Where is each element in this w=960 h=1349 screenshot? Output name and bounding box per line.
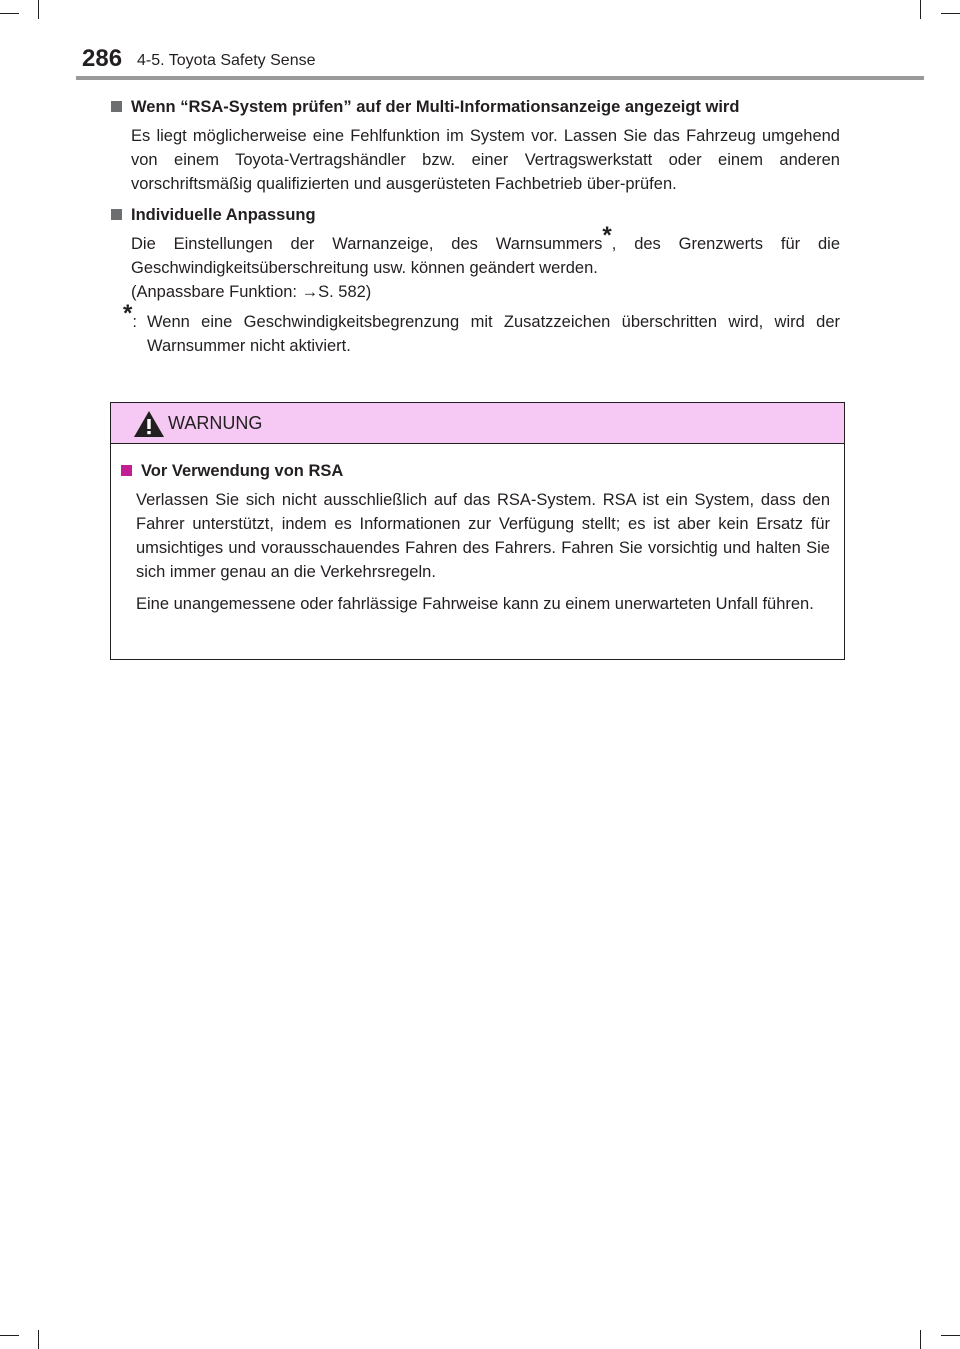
body-text-after: , des Grenzwerts für die Geschwindigkeitsüberschreitung usw. können geändert werden. — [131, 235, 840, 277]
warning-heading — [121, 460, 830, 482]
section-title: 4-5. Toyota Safety Sense — [137, 52, 316, 69]
heading-text: Wenn “RSA-System prüfen” auf der Multi-Informationsanzeige angezeigt wird — [131, 98, 740, 116]
section-heading-rsa-check — [111, 96, 840, 118]
square-bullet-icon — [111, 101, 122, 112]
crop-mark — [920, 1330, 921, 1349]
square-bullet-icon — [121, 465, 132, 476]
heading-text: Individuelle Anpassung — [131, 206, 316, 224]
crop-mark — [941, 13, 960, 14]
warning-paragraph: Eine unangemessene oder fahrlässige Fahrweise kann zu einem unerwarteten Unfall führen. — [136, 595, 814, 613]
crop-mark — [0, 13, 19, 14]
crop-mark — [38, 1330, 39, 1349]
crop-mark — [38, 0, 39, 19]
heading-text: Vor Verwendung von RSA — [141, 462, 344, 480]
footnote-mark — [123, 300, 147, 358]
square-bullet-icon — [111, 209, 122, 220]
warning-header — [111, 403, 844, 444]
crop-mark — [941, 1335, 960, 1336]
warning-triangle-icon — [133, 410, 165, 438]
warning-title: WARNUNG — [168, 413, 263, 433]
section-body — [131, 222, 840, 280]
header-rule — [76, 76, 924, 80]
crop-mark — [0, 1335, 19, 1336]
main-content — [111, 96, 840, 358]
section-body: Es liegt möglicherweise eine Fehlfunktion im System vor. Lassen Sie das Fahrzeug umgehend von einem Toyota-Vertragshändler bzw. einer Vertragswerkstatt oder einem anderen vorschriftsmäßig qualifizierten und ausgerüsteten Fachbetrieb über-prüfen. — [131, 127, 840, 193]
footnote — [123, 300, 840, 358]
crop-mark — [920, 0, 921, 19]
warning-paragraph: Verlassen Sie sich nicht ausschließlich auf das RSA-System. RSA ist ein System, dass den Fahrer unterstützt, indem es Informationen zur Verfügung stellt; es ist aber kein Ersatz für umsichtiges und vorausschauendes Fahren des Fahrers. Fahren Sie vorsichtig und halten Sie sich immer genau an die Verkehrsregeln. — [136, 491, 830, 581]
warning-body — [121, 460, 830, 616]
page-header — [76, 44, 924, 82]
footnote-text: Wenn eine Geschwindigkeitsbegrenzung mit Zusatzzeichen überschritten wird, wird der Warnsummer nicht aktiviert. — [147, 313, 840, 355]
footnote-colon: : — [132, 313, 137, 331]
section-heading-customization — [111, 204, 840, 226]
page-reference: (Anpassbare Funktion: →S. 582) — [131, 283, 372, 301]
warning-box — [110, 402, 845, 660]
footnote-star: * — [123, 300, 133, 327]
body-text-before: Die Einstellungen der Warnanzeige, des Warnsummers — [131, 235, 603, 253]
footnote-marker: * — [602, 222, 612, 249]
page-number: 286 — [82, 45, 123, 72]
